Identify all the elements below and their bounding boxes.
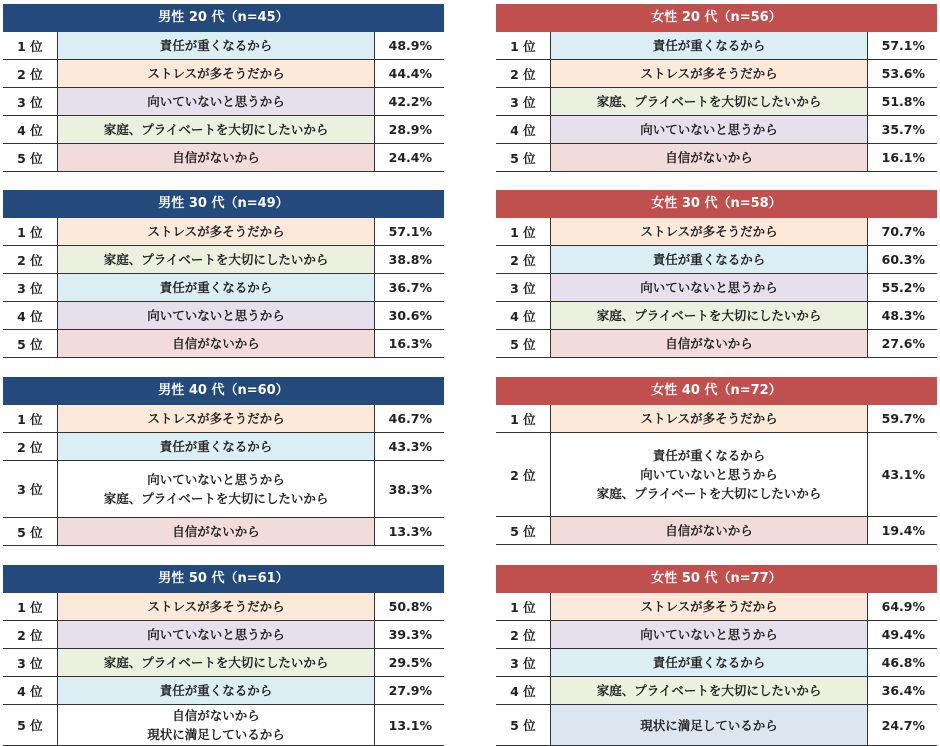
reason-cell (58, 621, 376, 648)
percent-cell: 64.9% (881, 599, 925, 614)
percent-cell: 19.4% (881, 523, 925, 538)
reason-cell (58, 649, 376, 676)
reason-text: 自信がないから (172, 336, 260, 351)
rank-cell: 2 位 (496, 621, 551, 648)
rank-cell: 2 位 (3, 621, 58, 648)
percent-cell: 36.7% (388, 280, 432, 295)
reason-cell (551, 330, 869, 357)
table-row (3, 274, 444, 302)
percent-cell: 43.1% (881, 467, 925, 482)
female-table (496, 377, 937, 545)
reason-text: 責任が重くなるから (652, 655, 766, 670)
table-row (496, 677, 937, 705)
rank-cell: 2 位 (496, 60, 551, 87)
reason-text: 家庭、プライベートを大切にしたいから (596, 683, 822, 698)
table-row (3, 218, 444, 246)
table-title: 女性 50 代（n=77） (496, 565, 937, 593)
reason-text: 向いていないと思うから (640, 122, 778, 137)
reason-text: ストレスが多そうだから (147, 599, 285, 614)
reason-cell (551, 274, 869, 301)
table-row (3, 433, 444, 461)
rank-cell: 4 位 (3, 302, 58, 329)
table-row (3, 677, 444, 705)
reason-text: 現状に満足しているから (147, 727, 285, 742)
reason-text: 家庭、プライベートを大切にしたいから (103, 252, 329, 267)
male-table (3, 565, 444, 746)
rank-cell: 4 位 (496, 302, 551, 329)
reason-text: 責任が重くなるから (159, 280, 273, 295)
table-title: 男性 40 代（n=60） (3, 377, 444, 405)
percent-cell: 35.7% (881, 122, 925, 137)
reason-cell (551, 517, 869, 544)
reason-text: 現状に満足しているから (640, 717, 778, 733)
reason-cell (58, 705, 376, 745)
rank-cell: 1 位 (3, 32, 58, 59)
female-table (496, 4, 937, 172)
reason-cell (551, 246, 869, 273)
reason-text: 家庭、プライベートを大切にしたいから (596, 486, 822, 501)
rank-cell: 2 位 (3, 60, 58, 87)
reason-cell (551, 705, 869, 745)
rank-cell: 5 位 (3, 705, 58, 745)
male-table (3, 190, 444, 358)
female-table (496, 190, 937, 358)
percent-cell: 48.3% (881, 308, 925, 323)
rank-cell: 1 位 (496, 32, 551, 59)
reason-cell (58, 88, 376, 115)
reason-cell (58, 144, 376, 171)
table-row (496, 517, 937, 545)
reason-cell (551, 405, 869, 432)
reason-text: 家庭、プライベートを大切にしたいから (596, 308, 822, 323)
table-row (496, 621, 937, 649)
reason-cell (58, 246, 376, 273)
reason-text: ストレスが多そうだから (147, 224, 285, 239)
table-row (3, 32, 444, 60)
percent-cell: 13.1% (388, 717, 432, 733)
reason-text: 家庭、プライベートを大切にしたいから (596, 94, 822, 109)
rank-cell: 5 位 (3, 144, 58, 171)
percent-cell: 16.3% (388, 336, 432, 351)
rank-cell: 3 位 (3, 461, 58, 517)
percent-cell: 36.4% (881, 683, 925, 698)
percent-cell: 48.9% (388, 38, 432, 53)
reason-text: ストレスが多そうだから (640, 411, 778, 426)
reason-cell (551, 116, 869, 143)
percent-cell: 42.2% (388, 94, 432, 109)
percent-cell: 55.2% (881, 280, 925, 295)
rank-cell: 3 位 (3, 274, 58, 301)
reason-text: ストレスが多そうだから (640, 224, 778, 239)
table-row (3, 593, 444, 621)
rank-cell: 3 位 (496, 88, 551, 115)
table-row (496, 88, 937, 116)
percent-cell: 60.3% (881, 252, 925, 267)
percent-cell: 30.6% (388, 308, 432, 323)
reason-text: 自信がないから (172, 708, 260, 723)
reason-text: ストレスが多そうだから (147, 411, 285, 426)
rank-cell: 5 位 (3, 330, 58, 357)
reason-cell (58, 32, 376, 59)
percent-cell: 29.5% (388, 655, 432, 670)
table-row (496, 433, 937, 517)
male-table (3, 4, 444, 172)
percent-cell: 24.4% (388, 150, 432, 165)
rank-cell: 1 位 (3, 218, 58, 245)
rank-cell: 2 位 (496, 433, 551, 516)
rank-cell: 4 位 (496, 677, 551, 704)
reason-text: 責任が重くなるから (652, 448, 766, 463)
reason-cell (551, 302, 869, 329)
percent-cell: 57.1% (881, 38, 925, 53)
percent-cell: 44.4% (388, 66, 432, 81)
percent-cell: 70.7% (881, 224, 925, 239)
rank-cell: 2 位 (3, 246, 58, 273)
percent-cell: 24.7% (881, 717, 925, 733)
table-title: 男性 20 代（n=45） (3, 4, 444, 32)
rank-cell: 1 位 (496, 593, 551, 620)
percent-cell: 46.7% (388, 411, 432, 426)
percent-cell: 50.8% (388, 599, 432, 614)
reason-text: 自信がないから (665, 336, 753, 351)
percent-cell: 59.7% (881, 411, 925, 426)
percent-cell: 46.8% (881, 655, 925, 670)
reason-cell (58, 274, 376, 301)
table-row (3, 330, 444, 358)
reason-text: 責任が重くなるから (159, 683, 273, 698)
reason-text: 向いていないと思うから (147, 308, 285, 323)
reason-text: 家庭、プライベートを大切にしたいから (103, 655, 329, 670)
table-row (3, 116, 444, 144)
percent-cell: 49.4% (881, 627, 925, 642)
table-row (3, 302, 444, 330)
reason-cell (58, 461, 376, 517)
reason-text: 家庭、プライベートを大切にしたいから (103, 491, 329, 506)
reason-cell (58, 60, 376, 87)
reason-cell (58, 518, 376, 545)
reason-cell (551, 649, 869, 676)
rank-cell: 4 位 (3, 116, 58, 143)
reason-text: 自信がないから (172, 150, 260, 165)
reason-text: 自信がないから (665, 523, 753, 538)
percent-cell: 13.3% (388, 524, 432, 539)
table-row (496, 705, 937, 746)
table-row (3, 246, 444, 274)
percent-cell: 53.6% (881, 66, 925, 81)
table-row (496, 274, 937, 302)
rank-cell: 4 位 (3, 677, 58, 704)
rank-cell: 2 位 (496, 246, 551, 273)
percent-cell: 16.1% (881, 150, 925, 165)
table-title: 女性 20 代（n=56） (496, 4, 937, 32)
reason-cell (58, 593, 376, 620)
rank-cell: 3 位 (3, 649, 58, 676)
table-row (496, 116, 937, 144)
rank-cell: 1 位 (496, 218, 551, 245)
reason-cell (551, 621, 869, 648)
table-row (3, 621, 444, 649)
reason-cell (58, 433, 376, 460)
percent-cell: 38.3% (388, 481, 432, 497)
percent-cell: 38.8% (388, 252, 432, 267)
reason-text: 向いていないと思うから (147, 472, 285, 487)
percent-cell: 28.9% (388, 122, 432, 137)
percent-cell: 51.8% (881, 94, 925, 109)
reason-text: 向いていないと思うから (147, 627, 285, 642)
reason-text: 向いていないと思うから (147, 94, 285, 109)
table-row (496, 246, 937, 274)
rank-cell: 5 位 (3, 518, 58, 545)
rank-cell: 3 位 (496, 274, 551, 301)
rank-cell: 5 位 (496, 144, 551, 171)
reason-text: 家庭、プライベートを大切にしたいから (103, 122, 329, 137)
rank-cell: 5 位 (496, 517, 551, 544)
reason-text: 向いていないと思うから (640, 627, 778, 642)
table-row (496, 218, 937, 246)
table-row (496, 302, 937, 330)
reason-text: 責任が重くなるから (652, 38, 766, 53)
reason-text: 自信がないから (172, 524, 260, 539)
reason-text: 向いていないと思うから (640, 280, 778, 295)
table-row (496, 32, 937, 60)
rank-cell: 1 位 (3, 593, 58, 620)
percent-cell: 27.6% (881, 336, 925, 351)
reason-cell (58, 218, 376, 245)
table-row (496, 330, 937, 358)
percent-cell: 39.3% (388, 627, 432, 642)
table-row (3, 518, 444, 546)
reason-text: ストレスが多そうだから (147, 66, 285, 81)
reason-cell (551, 677, 869, 704)
reason-text: 責任が重くなるから (652, 252, 766, 267)
rank-cell: 5 位 (496, 705, 551, 745)
rank-cell: 5 位 (496, 330, 551, 357)
reason-text: 向いていないと思うから (640, 467, 778, 482)
table-title: 男性 30 代（n=49） (3, 190, 444, 218)
reason-cell (551, 593, 869, 620)
rank-cell: 4 位 (496, 116, 551, 143)
reason-cell (58, 405, 376, 432)
table-row (3, 705, 444, 746)
reason-text: ストレスが多そうだから (640, 66, 778, 81)
table-title: 女性 40 代（n=72） (496, 377, 937, 405)
reason-cell (551, 433, 869, 516)
reason-cell (58, 677, 376, 704)
rank-cell: 1 位 (496, 405, 551, 432)
percent-cell: 43.3% (388, 439, 432, 454)
table-row (3, 60, 444, 88)
female-table (496, 565, 937, 746)
percent-cell: 57.1% (388, 224, 432, 239)
percent-cell: 27.9% (388, 683, 432, 698)
reason-cell (551, 32, 869, 59)
table-title: 男性 50 代（n=61） (3, 565, 444, 593)
table-row (3, 649, 444, 677)
table-row (496, 144, 937, 172)
rank-cell: 1 位 (3, 405, 58, 432)
rank-cell: 2 位 (3, 433, 58, 460)
reason-text: 責任が重くなるから (159, 439, 273, 454)
reason-cell (58, 116, 376, 143)
table-row (496, 649, 937, 677)
rank-cell: 3 位 (496, 649, 551, 676)
reason-cell (58, 302, 376, 329)
table-row (496, 405, 937, 433)
reason-cell (551, 144, 869, 171)
table-title: 女性 30 代（n=58） (496, 190, 937, 218)
rank-cell: 3 位 (3, 88, 58, 115)
male-table (3, 377, 444, 546)
table-row (3, 405, 444, 433)
table-row (496, 593, 937, 621)
table-row (496, 60, 937, 88)
reason-text: 自信がないから (665, 150, 753, 165)
reason-text: ストレスが多そうだから (640, 599, 778, 614)
reason-text: 責任が重くなるから (159, 38, 273, 53)
reason-cell (551, 60, 869, 87)
table-row (3, 144, 444, 172)
reason-cell (58, 330, 376, 357)
reason-cell (551, 88, 869, 115)
table-row (3, 461, 444, 518)
table-row (3, 88, 444, 116)
reason-cell (551, 218, 869, 245)
